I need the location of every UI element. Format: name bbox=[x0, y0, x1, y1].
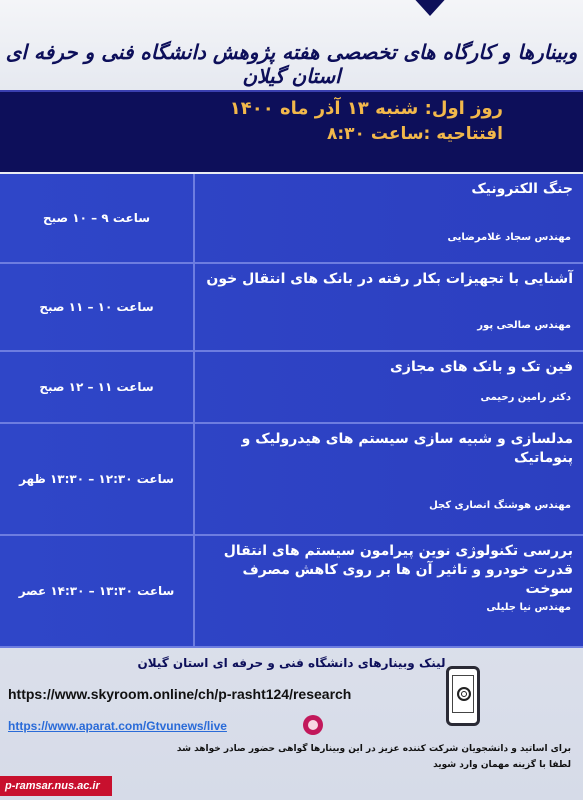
session-row bbox=[0, 264, 583, 352]
session-topic: بررسی تکنولوژی نوین پیرامون سیستم های انتقال قدرت خودرو و تاثیر آن ها بر روی کاهش مصرف سوخت bbox=[223, 543, 573, 597]
day-date: روز اول: شنبه ۱۳ آذر ماه ۱۴۰۰ bbox=[229, 98, 503, 119]
session-topic: فین تک و بانک های مجازی bbox=[390, 359, 573, 375]
session-speaker: مهندس سجاد غلامرضایی bbox=[447, 232, 571, 243]
session-row bbox=[0, 424, 583, 536]
column-divider bbox=[193, 424, 195, 534]
sessions-table bbox=[0, 174, 583, 648]
smartphone-fingerprint-icon bbox=[446, 666, 480, 726]
session-row bbox=[0, 174, 583, 264]
session-speaker: مهندس هوشنگ انصاری کجل bbox=[429, 500, 571, 511]
column-divider bbox=[193, 352, 195, 422]
fingerprint-icon bbox=[457, 687, 471, 701]
session-row bbox=[0, 536, 583, 648]
session-topic: آشنایی با تجهیزات بکار رفته در بانک های انتقال خون bbox=[206, 271, 573, 287]
header-notch bbox=[410, 0, 450, 16]
certificate-note: برای اساتید و دانشجویان شرکت کننده عزیز در این وبینارها گواهی حضور صادر خواهد شد bbox=[176, 744, 571, 754]
column-divider bbox=[193, 174, 195, 262]
session-time: ساعت ۱۰ – ۱۱ صبح bbox=[39, 300, 154, 314]
session-topic: مدلسازی و شبیه سازی سیستم های هیدرولیک و پنوماتیک bbox=[241, 431, 573, 466]
opening-time: افتتاحیه :ساعت ۸:۳۰ bbox=[326, 124, 503, 144]
session-speaker: مهندس صالحی پور bbox=[477, 320, 571, 331]
session-time: ساعت ۹ – ۱۰ صبح bbox=[42, 211, 151, 225]
guest-login-note: لطفا با گزینه مهمان وارد شوید bbox=[433, 760, 571, 770]
skyroom-link[interactable]: https://www.skyroom.online/ch/p-rasht124/research bbox=[8, 686, 352, 702]
session-speaker: مهندس نیا جلیلی bbox=[486, 602, 571, 613]
column-divider bbox=[193, 536, 195, 646]
aparat-link[interactable]: https://www.aparat.com/Gtvunews/live bbox=[8, 719, 227, 733]
session-topic: جنگ الکترونیک bbox=[471, 181, 573, 197]
day-banner bbox=[0, 90, 583, 172]
header bbox=[0, 0, 583, 90]
aparat-logo-icon bbox=[303, 715, 323, 735]
column-divider bbox=[193, 264, 195, 350]
session-row bbox=[0, 352, 583, 424]
session-time: ساعت ۱۱ – ۱۲ صبح bbox=[39, 380, 154, 394]
session-time: ساعت ۱۲:۳۰ – ۱۳:۳۰ ظهر bbox=[19, 472, 174, 486]
session-time: ساعت ۱۳:۳۰ – ۱۴:۳۰ عصر bbox=[18, 584, 175, 598]
site-watermark: p-ramsar.nus.ac.ir bbox=[0, 776, 112, 796]
main-title: وبینارها و کارگاه های تخصصی هفته پژوهش دانشگاه فنی و حرفه ای استان گیلان bbox=[5, 40, 578, 88]
session-speaker: دکتر رامین رحیمی bbox=[480, 392, 571, 403]
links-title: لینک وبینارهای دانشگاه فنی و حرفه ای استان گیلان bbox=[137, 656, 446, 670]
